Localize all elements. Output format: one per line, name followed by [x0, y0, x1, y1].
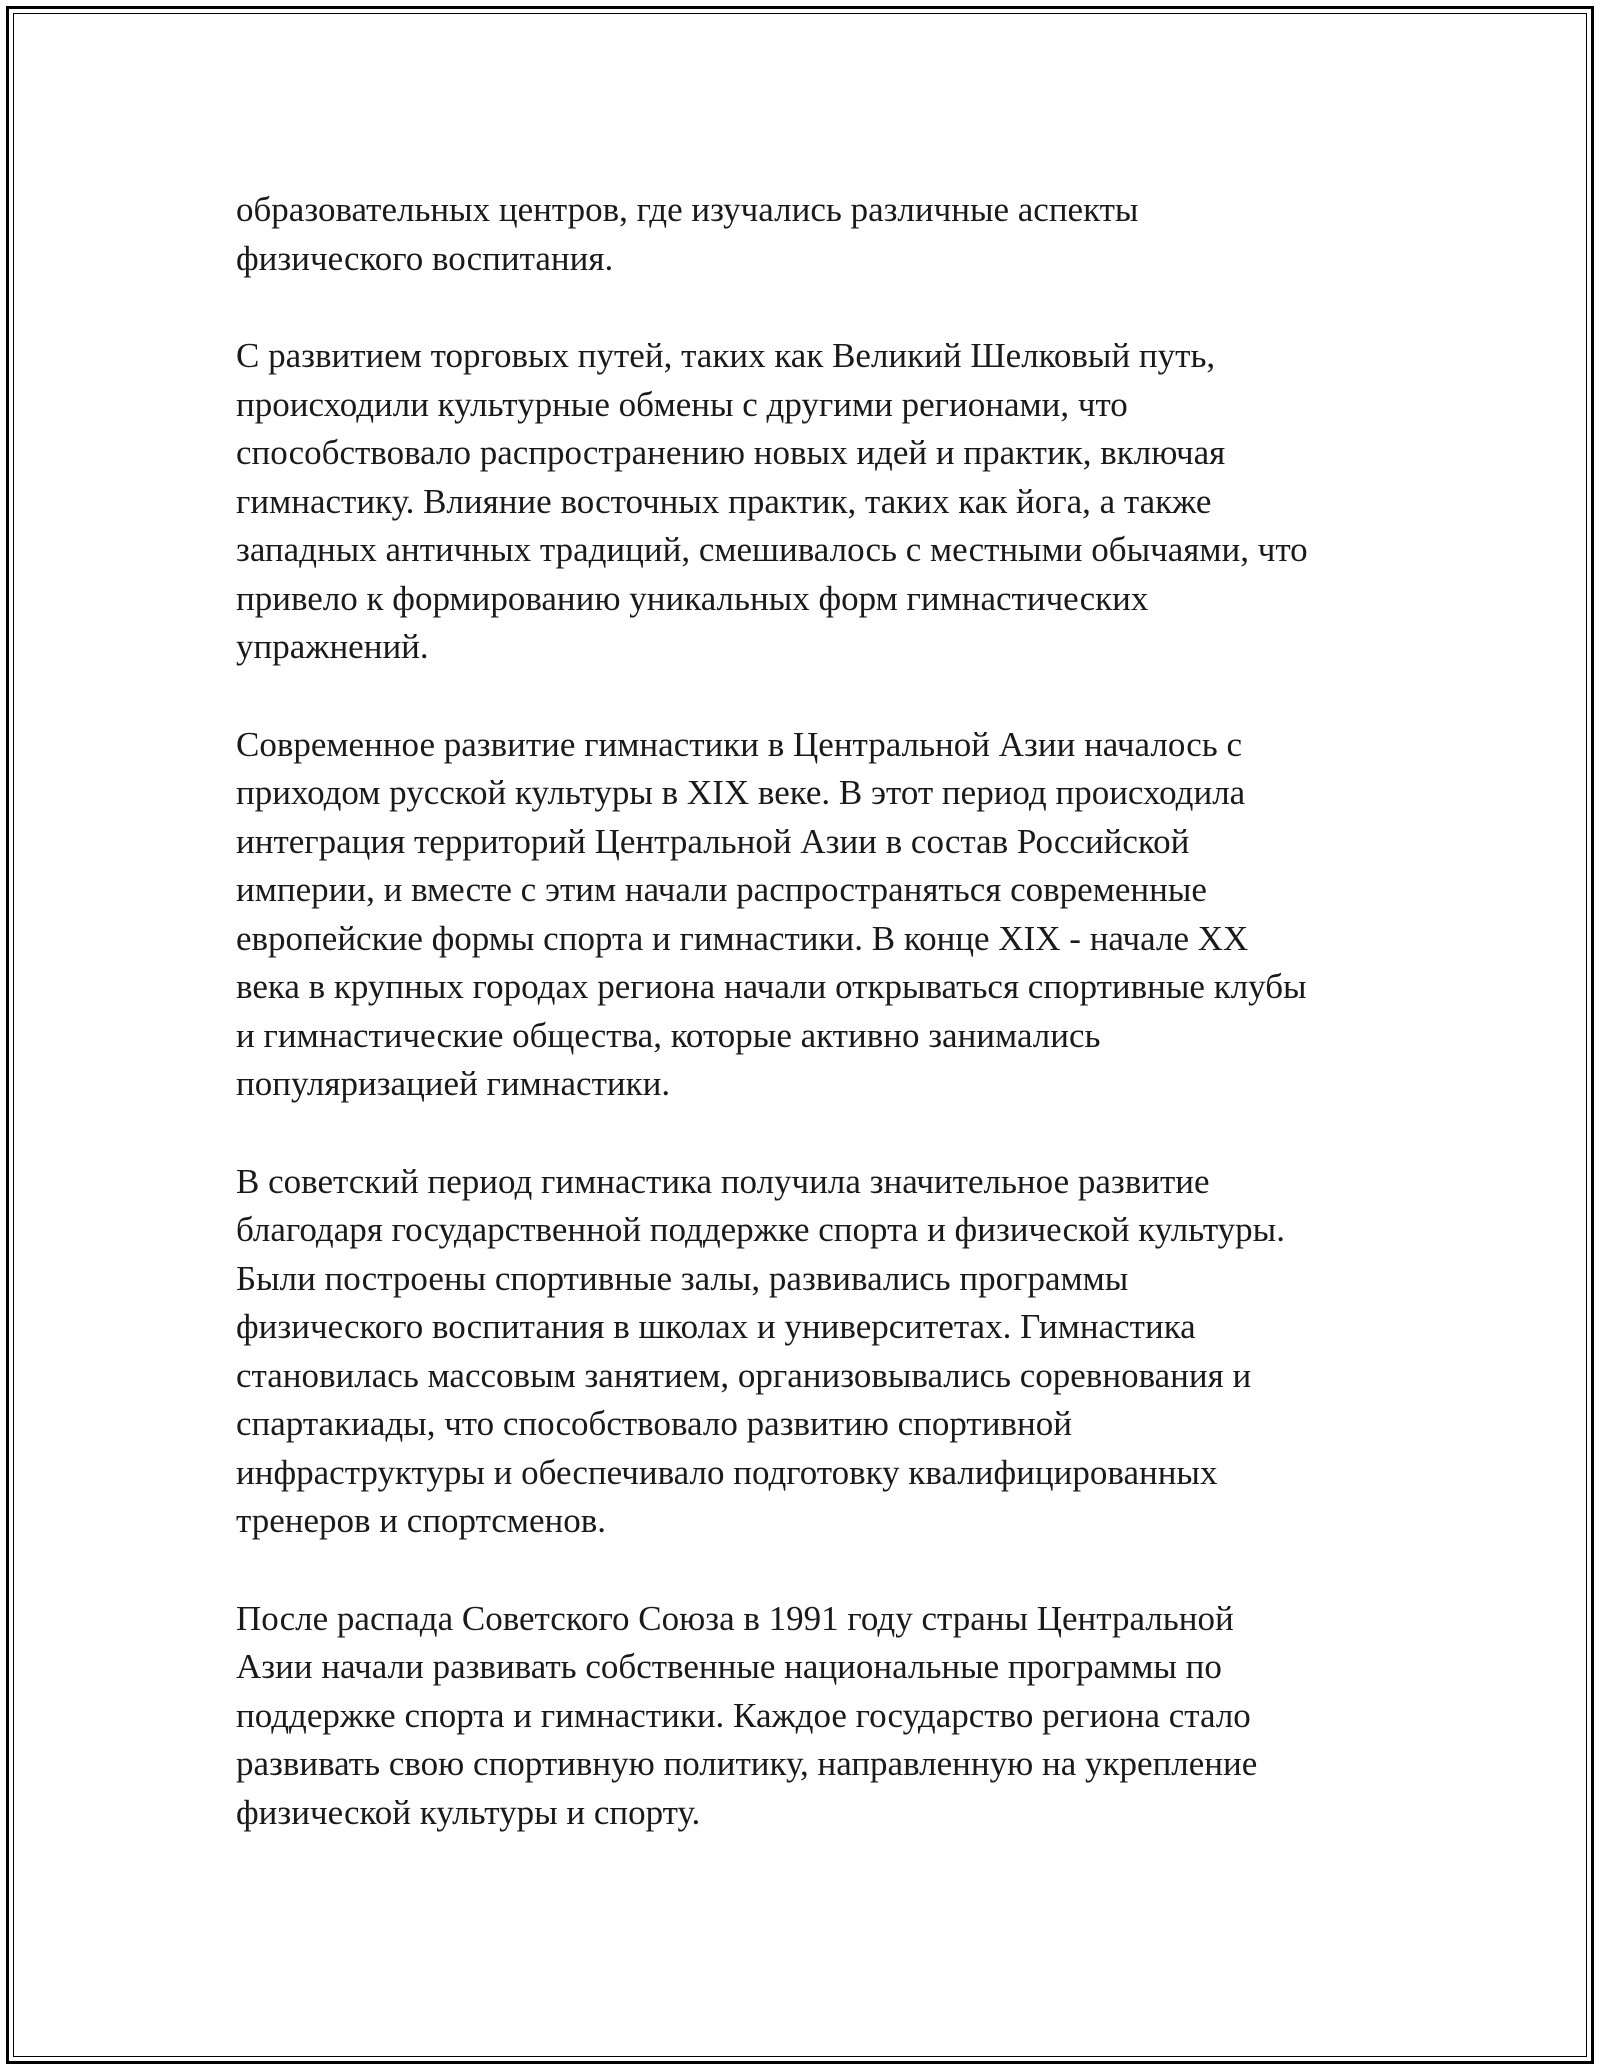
- paragraph: Современное развитие гимнастики в Центральной Азии началось с приходом русской культуры в XIX веке. В этот период происходила интеграция территорий Центральной Азии в состав Российской империи, и вместе с этим начали распространяться современные европейские формы спорта и гимнастики. В конце XIX - начале XX века в крупных городах региона начали открываться спортивные клубы и гимнастические общества, которые активно занимались популяризацией гимнастики.: [236, 724, 1307, 1103]
- paragraph: После распада Советского Союза в 1991 году страны Центральной Азии начали развивать собственные национальные программы по поддержке спорта и гимнастики. Каждое государство региона стало развивать свою спортивную политику, направленную на укрепление физической культуры и спорту.: [236, 1598, 1258, 1832]
- paragraph: С развитием торговых путей, таких как Великий Шелковый путь, происходили культурные обмены с другими регионами, что способствовало распространению новых идей и практик, включая гимнастику. Влияние восточных практик, таких как йога, а также западных античных традиций, смешивалось с местными обычаями, что привело к формированию уникальных форм гимнастических упражнений.: [236, 336, 1308, 666]
- paragraph: В советский период гимнастика получила значительное развитие благодаря государственной поддержке спорта и физической культуры. Были построены спортивные залы, развивались программы физического воспитания в школах и университетах. Гимнастика становилась массовым занятием, организовывались соревнования и спартакиады, что способствовало развитию спортивной инфраструктуры и обеспечивало подготовку квалифицированных тренеров и спортсменов.: [236, 1161, 1285, 1540]
- document-body: [236, 186, 1386, 1837]
- paragraph: образовательных центров, где изучались различные аспекты физического воспитания.: [236, 190, 1139, 278]
